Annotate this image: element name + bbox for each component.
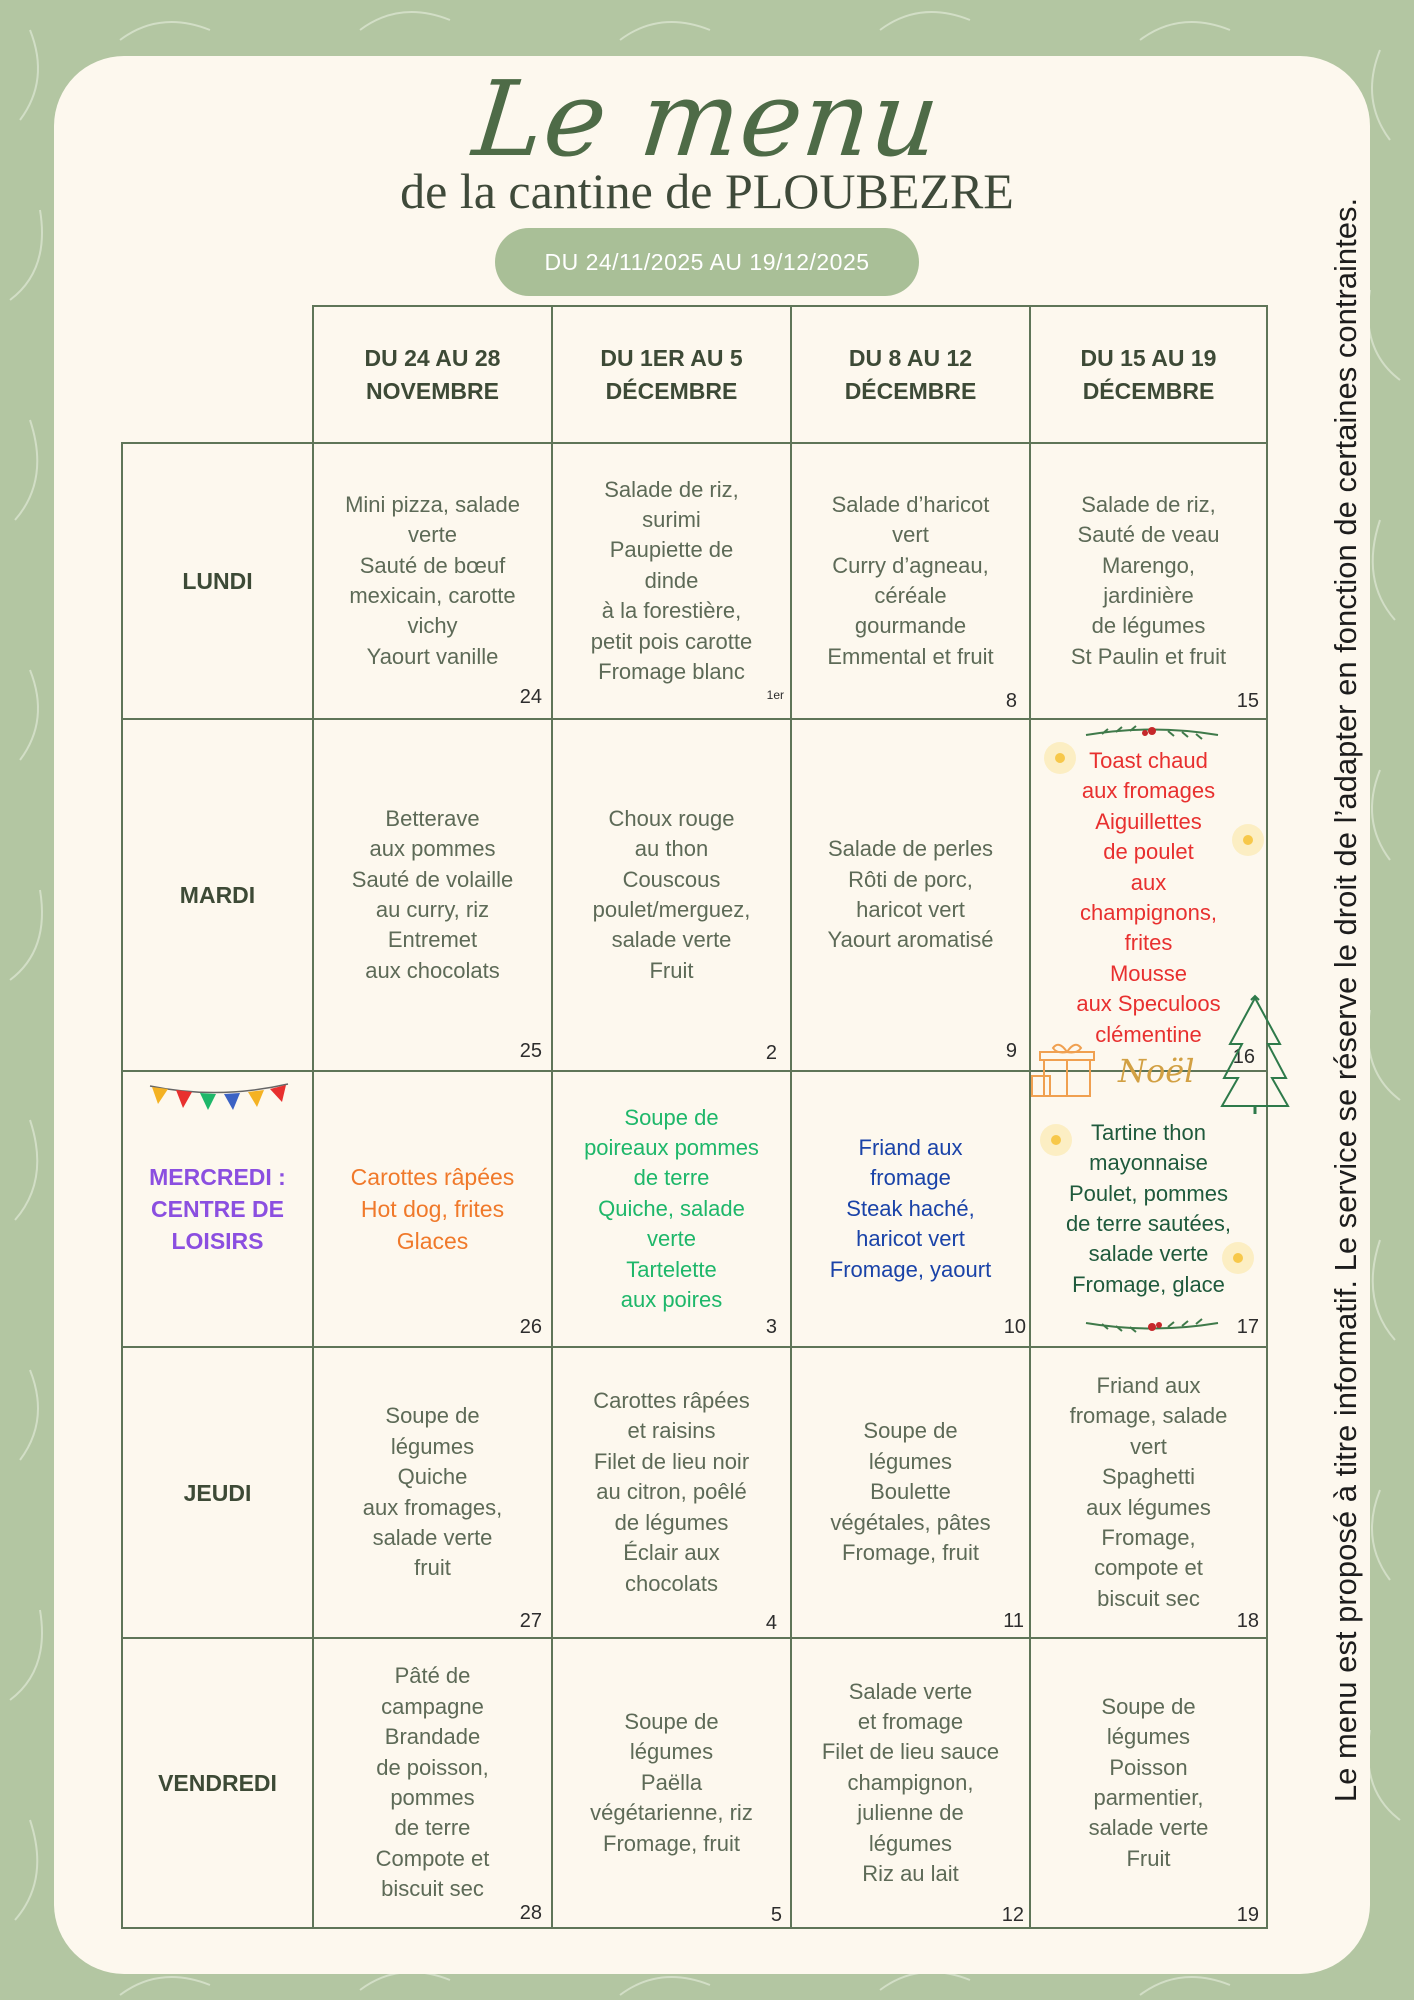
meal-cell: Mini pizza, salade verte Sauté de bœuf mexicain, carotte vichy Yaourt vanille xyxy=(345,491,520,669)
week-header: DU 8 AU 12 DÉCEMBRE xyxy=(844,344,977,404)
disclaimer-note: Le menu est proposé à titre informatif. Le service se réserve le droit de l’adapter en fonction de certaines contraintes. xyxy=(1328,197,1363,1803)
holly-garland-icon xyxy=(1082,722,1222,748)
gift-boxes-icon xyxy=(1030,1038,1096,1100)
day-number: 18 xyxy=(1236,1610,1259,1632)
meal-cell: Tartine thon mayonnaise Poulet, pommes de terre sautées, salade verte Fromage, glace xyxy=(1065,1119,1232,1297)
day-number: 15 xyxy=(1236,690,1259,712)
meal-cell: Salade d’haricot vert Curry d’agneau, céréale gourmande Emmental et fruit xyxy=(827,491,994,669)
day-label-lundi: LUNDI xyxy=(182,568,253,594)
sparkle-icon xyxy=(1040,738,1080,778)
grid-line xyxy=(1266,305,1268,1929)
day-number: 2 xyxy=(765,1042,777,1064)
holly-garland-icon xyxy=(1082,1310,1222,1336)
noel-label: Noël xyxy=(1118,1052,1195,1090)
day-number: 25 xyxy=(519,1040,542,1062)
meal-cell: Salade de riz, surimi Paupiette de dinde à la forestière, petit pois carotte Fromage blanc xyxy=(590,476,753,685)
day-number: 9 xyxy=(1005,1040,1017,1062)
meal-cell: Soupe de légumes Poisson parmentier, salade verte Fruit xyxy=(1088,1693,1209,1871)
day-number: 8 xyxy=(1005,690,1017,712)
page-subtitle: de la cantine de PLOUBEZRE xyxy=(400,163,1014,219)
meal-cell: Soupe de légumes Paëlla végétarienne, riz Fromage, fruit xyxy=(590,1708,753,1856)
day-number: 12 xyxy=(1001,1904,1024,1926)
grid-line xyxy=(121,1927,1268,1929)
sparkle-icon xyxy=(1218,1238,1258,1278)
page-title: Le menu xyxy=(468,58,946,180)
day-number: 26 xyxy=(519,1316,542,1338)
day-number: 5 xyxy=(770,1904,782,1926)
meal-cell-christmas: Toast chaud aux fromages Aiguillettes de poulet aux champignons, frites Mousse aux Speculoos clémentine xyxy=(1076,747,1221,1047)
day-number: 27 xyxy=(519,1610,542,1632)
week-header: DU 1ER AU 5 DÉCEMBRE xyxy=(600,344,743,404)
meal-cell: Friand aux fromage Steak haché, haricot vert Fromage, yaourt xyxy=(829,1134,992,1282)
meal-cell: Betterave aux pommes Sauté de volaille au curry, riz Entremet aux chocolats xyxy=(351,805,514,983)
meal-cell: Salade verte et fromage Filet de lieu sauce champignon, julienne de légumes Riz au lait xyxy=(821,1678,1000,1887)
day-number: 19 xyxy=(1236,1904,1259,1926)
day-number: 17 xyxy=(1236,1316,1259,1338)
meal-cell: Salade de riz, Sauté de veau Marengo, jardinière de légumes St Paulin et fruit xyxy=(1070,491,1227,669)
week-header: DU 24 AU 28 NOVEMBRE xyxy=(364,344,501,404)
date-range-badge: DU 24/11/2025 AU 19/12/2025 xyxy=(495,228,919,296)
sparkle-icon xyxy=(1036,1120,1076,1160)
meal-cell: Soupe de légumes Quiche aux fromages, salade verte fruit xyxy=(362,1403,503,1581)
meal-cell: Soupe de poireaux pommes de terre Quiche, salade verte Tartelette aux poires xyxy=(584,1104,759,1313)
day-label-vendredi: VENDREDI xyxy=(158,1770,277,1796)
meal-cell: Choux rouge au thon Couscous poulet/merguez, salade verte Fruit xyxy=(592,805,751,983)
sparkle-icon xyxy=(1228,820,1268,860)
day-label-mercredi: MERCREDI : CENTRE DE LOISIRS xyxy=(149,1164,286,1254)
day-number: 10 xyxy=(1003,1316,1026,1338)
week-header: DU 15 AU 19 DÉCEMBRE xyxy=(1080,344,1217,404)
meal-cell: Friand aux fromage, salade vert Spaghetti aux légumes Fromage, compote et biscuit sec xyxy=(1069,1372,1228,1611)
day-number: 11 xyxy=(1003,1610,1024,1632)
meal-cell: Pâté de campagne Brandade de poisson, pommes de terre Compote et biscuit sec xyxy=(375,1663,490,1902)
day-number: 1er xyxy=(766,688,784,702)
day-label-mardi: MARDI xyxy=(179,882,256,908)
meal-cell: Soupe de légumes Boulette végétales, pâtes Fromage, fruit xyxy=(830,1418,991,1566)
meal-cell: Carottes râpées et raisins Filet de lieu noir au citron, poêlé de légumes Éclair aux chocolats xyxy=(593,1388,750,1596)
christmas-tree-icon xyxy=(1220,994,1290,1116)
meal-cell: Carottes râpées Hot dog, frites Glaces xyxy=(350,1164,515,1254)
bunting-icon xyxy=(148,1080,290,1122)
meal-cell: Salade de perles Rôti de porc, haricot vert Yaourt aromatisé xyxy=(827,836,994,953)
day-number: 24 xyxy=(519,686,542,708)
day-number: 3 xyxy=(765,1316,777,1338)
day-label-jeudi: JEUDI xyxy=(183,1479,252,1506)
day-number: 16 xyxy=(1232,1046,1255,1068)
day-number: 4 xyxy=(765,1612,777,1634)
day-number: 28 xyxy=(519,1902,542,1924)
